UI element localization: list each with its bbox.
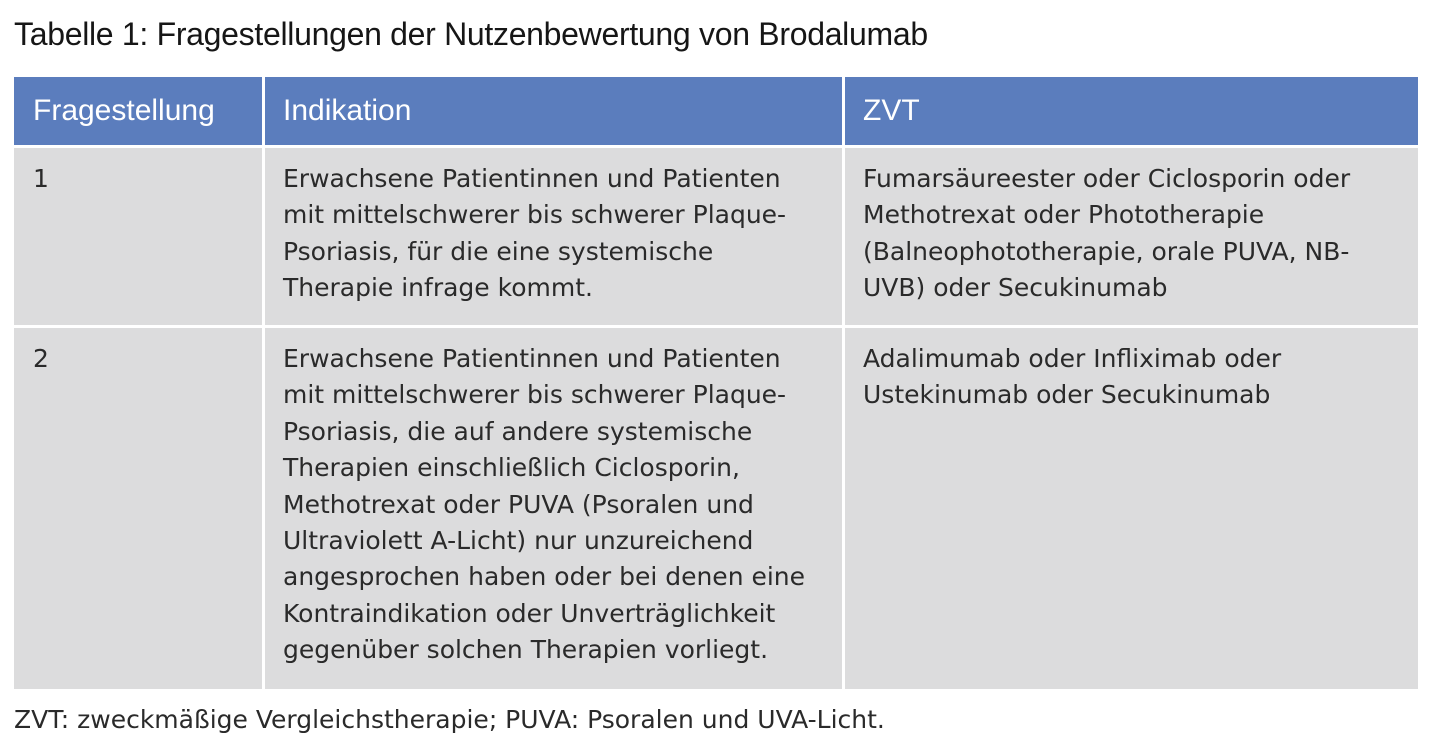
header-indikation: Indikation xyxy=(265,77,842,145)
row-2-indikation-line: Ultraviolett A-Licht) nur unzureichend xyxy=(283,526,754,556)
row-1-indikation xyxy=(265,148,842,325)
row-1-zvt-line: UVB) oder Secukinumab xyxy=(863,273,1168,303)
row-2-fragestellung: 2 xyxy=(14,328,262,689)
row-2-zvt xyxy=(845,328,1418,689)
row-2-indikation-line: Methotrexat oder PUVA (Psoralen und xyxy=(283,489,754,519)
table-title: Tabelle 1: Fragestellungen der Nutzenbewertung von Brodalumab xyxy=(14,16,928,52)
row-2-indikation-line: Therapien einschließlich Ciclosporin, xyxy=(283,453,740,483)
row-2-indikation-line: Psoriasis, die auf andere systemische xyxy=(283,416,753,446)
row-1-indikation-line: Erwachsene Patientinnen und Patienten xyxy=(283,164,781,193)
row-2-indikation-line: mit mittelschwerer bis schwerer Plaque- xyxy=(283,380,787,410)
row-2-indikation-line: Erwachsene Patientinnen und Patienten xyxy=(283,344,781,373)
row-1-indikation-line: mit mittelschwerer bis schwerer Plaque- xyxy=(283,200,787,230)
row-2-indikation-line: angesprochen haben oder bei denen eine xyxy=(283,562,806,592)
table-footnote: ZVT: zweckmäßige Vergleichstherapie; PUVA: Psoralen und UVA-Licht. xyxy=(14,705,885,734)
row-1-indikation-line: Therapie infrage kommt. xyxy=(283,273,593,303)
comparison-table xyxy=(14,77,1418,689)
row-2-zvt-line: Adalimumab oder Infliximab oder xyxy=(863,344,1282,373)
row-1-zvt-line: (Balneophototherapie, orale PUVA, NB- xyxy=(863,236,1350,266)
row-1-indikation-line: Psoriasis, für die eine systemische xyxy=(283,236,714,266)
header-fragestellung: Fragestellung xyxy=(14,77,262,145)
row-1-zvt xyxy=(845,148,1418,325)
header-zvt: ZVT xyxy=(845,77,1418,145)
row-2-zvt-line: Ustekinumab oder Secukinumab xyxy=(863,380,1271,410)
row-2-indikation-line: gegenüber solchen Therapien vorliegt. xyxy=(283,635,769,665)
row-1-zvt-line: Methotrexat oder Phototherapie xyxy=(863,200,1265,230)
row-2-indikation-line: Kontraindikation oder Unverträglichkeit xyxy=(283,598,776,628)
row-1-fragestellung: 1 xyxy=(14,148,262,325)
row-2-indikation xyxy=(265,328,842,689)
row-1-zvt-line: Fumarsäureester oder Ciclosporin oder xyxy=(863,164,1351,193)
